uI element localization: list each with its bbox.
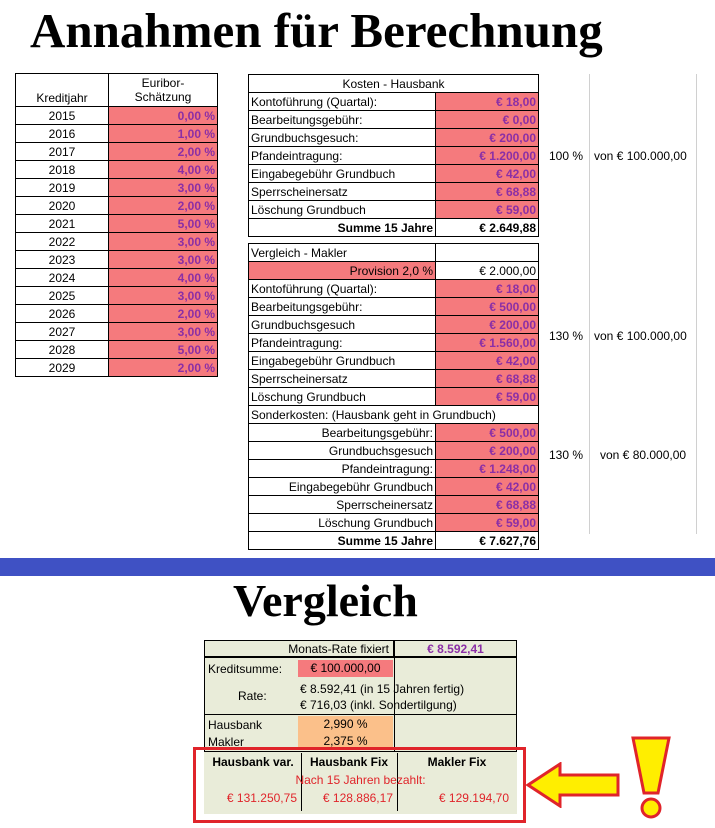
- cost-label-cell: Eingabegebühr Grundbuch: [249, 352, 436, 370]
- sonder-value-cell: € 200,00: [436, 442, 539, 460]
- hausbank-sum-label: Summe 15 Jahre: [249, 219, 436, 237]
- cost-value-cell: € 68,88: [436, 183, 539, 201]
- table-row: [16, 215, 218, 233]
- euribor-value-cell: 5,00 %: [109, 215, 218, 233]
- makler-sum-label: Summe 15 Jahre: [249, 532, 436, 550]
- cost-value-cell: € 68,88: [436, 370, 539, 388]
- year-cell: 2029: [16, 359, 109, 377]
- euribor-value-cell: 4,00 %: [109, 161, 218, 179]
- cost-label-cell: Löschung Grundbuch: [249, 201, 436, 219]
- makler-sum-value: € 7.627,76: [436, 532, 539, 550]
- sonder-label-cell: Bearbeitungsgebühr:: [249, 424, 436, 442]
- cost-value-cell: € 1.200,00: [436, 147, 539, 165]
- cost-value-cell: € 59,00: [436, 201, 539, 219]
- cost-label-cell: Pfandeintragung:: [249, 147, 436, 165]
- hausbank-sum-value: € 2.649,88: [436, 219, 539, 237]
- year-cell: 2019: [16, 179, 109, 197]
- sonder-label-cell: Sperrscheinersatz: [249, 496, 436, 514]
- col-hausbank-fix: Hausbank Fix: [309, 755, 389, 769]
- makler-table: [248, 243, 539, 550]
- header-euribor: [109, 74, 218, 107]
- cost-label-cell: Bearbeitungsgebühr:: [249, 298, 436, 316]
- cost-value-cell: € 500,00: [436, 298, 539, 316]
- table-row: [249, 183, 539, 201]
- table-row: [16, 197, 218, 215]
- euribor-value-cell: 2,00 %: [109, 143, 218, 161]
- divider-bar: [0, 558, 715, 576]
- table-row: [16, 143, 218, 161]
- year-cell: 2018: [16, 161, 109, 179]
- cost-label-cell: Löschung Grundbuch: [249, 388, 436, 406]
- table-row: [16, 287, 218, 305]
- table-row: [249, 388, 539, 406]
- col-makler-fix: Makler Fix: [427, 755, 487, 769]
- year-cell: 2021: [16, 215, 109, 233]
- monthly-rate-label: Monats-Rate fixiert: [204, 640, 394, 657]
- euribor-value-cell: 3,00 %: [109, 323, 218, 341]
- cost-label-cell: Grundbuchsgesuch:: [249, 129, 436, 147]
- euribor-value-cell: 3,00 %: [109, 251, 218, 269]
- sonder-value-cell: € 59,00: [436, 514, 539, 532]
- arrow-left-icon: [526, 762, 622, 808]
- cost-value-cell: € 200,00: [436, 129, 539, 147]
- table-row: [249, 165, 539, 183]
- year-cell: 2020: [16, 197, 109, 215]
- sonder-label-cell: Löschung Grundbuch: [249, 514, 436, 532]
- monthly-rate-value: € 8.592,41: [394, 640, 517, 657]
- block-separator: [204, 714, 517, 715]
- table-row: [249, 352, 539, 370]
- euribor-value-cell: 3,00 %: [109, 179, 218, 197]
- sonder-label: Sonderkosten: (Hausbank geht in Grundbuch): [249, 406, 539, 424]
- table-row: [249, 147, 539, 165]
- euribor-value-cell: 3,00 %: [109, 287, 218, 305]
- cost-label-cell: Bearbeitungsgebühr:: [249, 111, 436, 129]
- cost-label-cell: Pfandeintragung:: [249, 334, 436, 352]
- year-cell: 2026: [16, 305, 109, 323]
- table-row: [16, 233, 218, 251]
- year-cell: 2025: [16, 287, 109, 305]
- sonder-label-cell: Grundbuchsgesuch: [249, 442, 436, 460]
- table-row: [249, 424, 539, 442]
- rate-line1: € 8.592,41 (in 15 Jahren fertig): [300, 682, 465, 696]
- euribor-value-cell: 0,00 %: [109, 107, 218, 125]
- sonder-side-pct: 130 %: [549, 448, 584, 462]
- table-row: [249, 514, 539, 532]
- sonder-value-cell: € 1.248,00: [436, 460, 539, 478]
- table-row: [16, 125, 218, 143]
- table-row: [249, 460, 539, 478]
- makler-provision-label: Provision 2,0 %: [249, 262, 436, 280]
- table-row: [16, 251, 218, 269]
- makler-rate-label: Makler: [208, 735, 245, 749]
- cost-label-cell: Sperrscheinersatz: [249, 370, 436, 388]
- hausbank-rate-value: 2,990 %: [298, 716, 393, 733]
- cost-label-cell: Grundbuchsgesuch: [249, 316, 436, 334]
- table-row: [249, 316, 539, 334]
- year-cell: 2015: [16, 107, 109, 125]
- table-row: [249, 442, 539, 460]
- page-title: Annahmen für Berechnung: [30, 3, 603, 58]
- table-row: [249, 298, 539, 316]
- year-cell: 2028: [16, 341, 109, 359]
- euribor-value-cell: 3,00 %: [109, 233, 218, 251]
- table-row: [16, 323, 218, 341]
- cost-value-cell: € 200,00: [436, 316, 539, 334]
- makler-side-pct: 130 %: [549, 329, 584, 343]
- header-euribor-line1: Euribor-: [141, 76, 185, 90]
- table-row: [16, 161, 218, 179]
- cost-value-cell: € 1.560,00: [436, 334, 539, 352]
- sonder-value-cell: € 500,00: [436, 424, 539, 442]
- euribor-value-cell: 5,00 %: [109, 341, 218, 359]
- year-cell: 2023: [16, 251, 109, 269]
- result-makler-fix: € 129.194,70: [438, 791, 509, 805]
- sonder-label-cell: Pfandeintragung:: [249, 460, 436, 478]
- table-row: [16, 359, 218, 377]
- exclamation-icon: [630, 735, 672, 821]
- cost-label-cell: Kontoführung (Quartal):: [249, 280, 436, 298]
- sonder-side-note: von € 80.000,00: [600, 448, 687, 462]
- table-row: [249, 129, 539, 147]
- table-row: [249, 111, 539, 129]
- gridline: [589, 74, 590, 534]
- header-euribor-line2: Schätzung: [134, 90, 192, 104]
- euribor-value-cell: 2,00 %: [109, 305, 218, 323]
- result-hausbank-fix: € 128.886,17: [322, 791, 393, 805]
- table-row: [249, 496, 539, 514]
- highlight-frame: [193, 747, 526, 823]
- euribor-table: [15, 73, 218, 377]
- table-row: [16, 179, 218, 197]
- rate-line2: € 716,03 (inkl. Sondertilgung): [300, 698, 457, 712]
- year-cell: 2017: [16, 143, 109, 161]
- cost-value-cell: € 42,00: [436, 352, 539, 370]
- section-title: Vergleich: [233, 575, 418, 626]
- cost-value-cell: € 42,00: [436, 165, 539, 183]
- cost-label-cell: Eingabegebühr Grundbuch: [249, 165, 436, 183]
- paid-label: Nach 15 Jahren bezahlt:: [295, 773, 426, 787]
- table-row: [249, 280, 539, 298]
- rate-label: Rate:: [238, 689, 267, 703]
- euribor-value-cell: 2,00 %: [109, 359, 218, 377]
- euribor-value-cell: 4,00 %: [109, 269, 218, 287]
- table-row: [16, 341, 218, 359]
- cost-value-cell: € 18,00: [436, 93, 539, 111]
- table-row: [249, 370, 539, 388]
- cost-value-cell: € 59,00: [436, 388, 539, 406]
- hausbank-side-note: von € 100.000,00: [594, 149, 687, 163]
- table-row: [249, 334, 539, 352]
- year-cell: 2024: [16, 269, 109, 287]
- cost-value-cell: € 18,00: [436, 280, 539, 298]
- table-row: [249, 93, 539, 111]
- result-hausbank-var: € 131.250,75: [226, 791, 297, 805]
- cost-label-cell: Kontoführung (Quartal):: [249, 93, 436, 111]
- hausbank-table: [248, 74, 539, 237]
- euribor-value-cell: 2,00 %: [109, 197, 218, 215]
- header-kreditjahr: Kreditjahr: [16, 74, 109, 107]
- makler-provision-value: € 2.000,00: [436, 262, 539, 280]
- table-row: [16, 305, 218, 323]
- year-cell: 2016: [16, 125, 109, 143]
- kreditsumme-value: € 100.000,00: [298, 660, 393, 677]
- hausbank-rate-label: Hausbank: [208, 718, 263, 732]
- cost-value-cell: € 0,00: [436, 111, 539, 129]
- cost-label-cell: Sperrscheinersatz: [249, 183, 436, 201]
- makler-header: Vergleich - Makler: [249, 244, 436, 262]
- year-cell: 2022: [16, 233, 109, 251]
- sonder-label-cell: Eingabegebühr Grundbuch: [249, 478, 436, 496]
- gridline: [696, 74, 697, 534]
- year-cell: 2027: [16, 323, 109, 341]
- table-row: [249, 478, 539, 496]
- sonder-value-cell: € 42,00: [436, 478, 539, 496]
- hausbank-header: Kosten - Hausbank: [249, 75, 539, 93]
- table-row: [16, 107, 218, 125]
- table-row: [249, 201, 539, 219]
- hausbank-side-pct: 100 %: [549, 149, 584, 163]
- kreditsumme-label: Kreditsumme:: [208, 662, 283, 676]
- makler-rate-value: 2,375 %: [298, 733, 393, 750]
- euribor-value-cell: 1,00 %: [109, 125, 218, 143]
- table-row: [16, 269, 218, 287]
- col-hausbank-var: Hausbank var.: [212, 755, 294, 769]
- sonder-value-cell: € 68,88: [436, 496, 539, 514]
- makler-side-note: von € 100.000,00: [594, 329, 687, 343]
